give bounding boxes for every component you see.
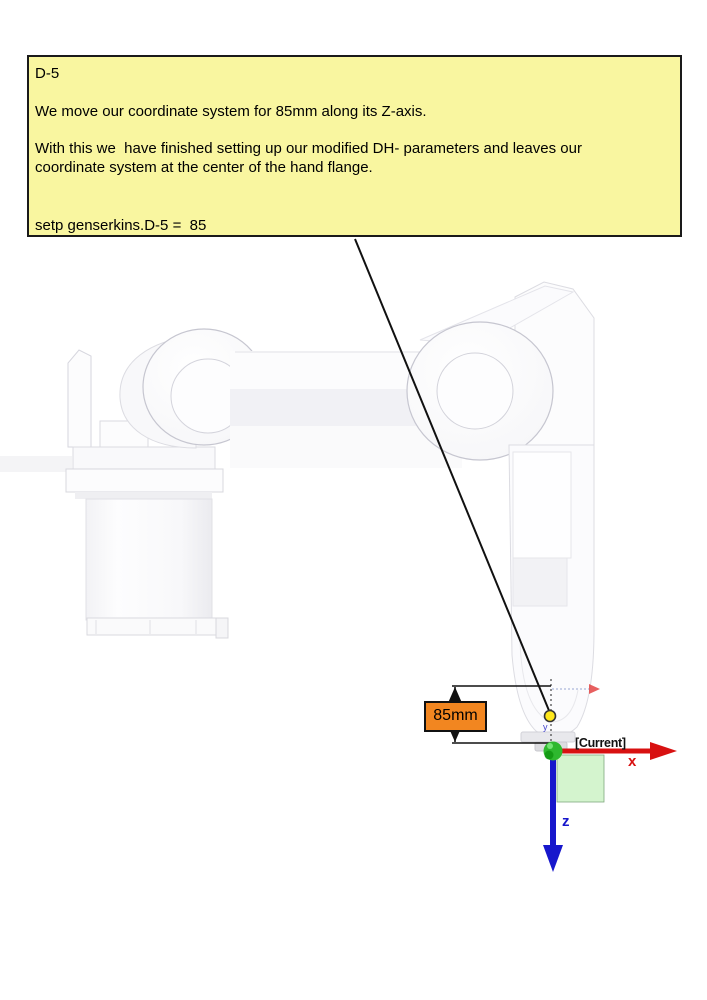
x-axis-label: x [628, 753, 637, 770]
base-plate [87, 618, 227, 635]
base-seam [75, 492, 212, 499]
note-command: setp genserkins.D-5 = 85 [35, 217, 207, 234]
note-box [27, 55, 682, 237]
note-title: D-5 [35, 65, 60, 82]
note-body-line-1: We move our coordinate system for 85mm along its Z-axis. [35, 103, 427, 120]
forearm [509, 445, 594, 737]
xz-plane-square [557, 755, 604, 802]
wrist-inner-hub [437, 353, 513, 429]
base-bracket [68, 350, 91, 447]
z-axis-label: z [562, 813, 570, 830]
dimension-label: 85mm [424, 701, 487, 732]
base-column [86, 499, 212, 620]
z-axis-arrowhead-icon [543, 845, 563, 872]
base-collar-lower [66, 469, 223, 492]
note-body-line-2: With this we have finished setting up our modified DH- parameters and leaves our coordinate system at the center of the hand flange. [35, 140, 587, 176]
x-axis-arrowhead-icon [650, 742, 677, 760]
forearm-panel-lower [513, 558, 567, 606]
floor-band [0, 456, 72, 472]
base-collar-upper [73, 447, 215, 469]
current-frame-label: [Current] [575, 736, 626, 750]
origin-marker [544, 742, 563, 761]
base-foot [216, 618, 228, 638]
ghost-y-axis-label: y [543, 722, 548, 732]
flange-center-dot [545, 711, 556, 722]
forearm-panel-upper [513, 452, 571, 558]
ghost-x-arrowhead-icon [589, 684, 600, 694]
